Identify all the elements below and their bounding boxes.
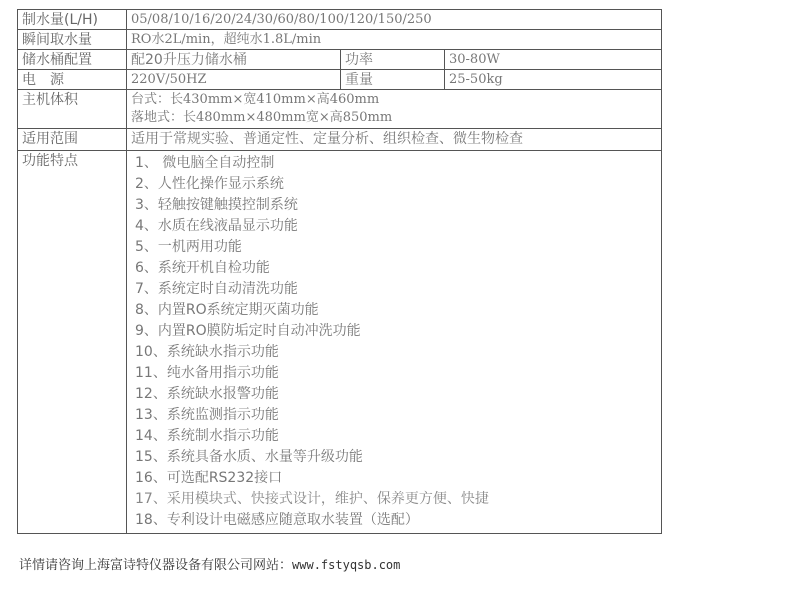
- feature-item: 11、纯水备用指示功能: [135, 365, 279, 381]
- power-value: 30-80W: [445, 50, 662, 70]
- row-flow: [18, 10, 662, 30]
- power-label: 功率: [341, 50, 445, 70]
- feature-item: 18、专利设计电磁感应随意取水装置（选配）: [135, 512, 419, 528]
- feature-item: 3、轻触按键触摸控制系统: [135, 197, 298, 213]
- weight-label: 重量: [341, 70, 445, 90]
- supply-value: 220V/50HZ: [127, 70, 341, 90]
- footer-contact: [19, 556, 400, 575]
- feature-item: 6、系统开机自检功能: [135, 260, 270, 276]
- footer-url[interactable]: www.fstyqsb.com: [292, 558, 401, 572]
- instant-value: RO水2L/min，超纯水1.8L/min: [127, 30, 662, 50]
- row-tank: [18, 50, 662, 70]
- feature-item: 17、采用模块式、快接式设计，维护、保养更方便、快捷: [135, 491, 489, 507]
- row-supply: [18, 70, 662, 90]
- supply-label: 电 源: [18, 70, 127, 90]
- feature-item: 4、水质在线液晶显示功能: [135, 218, 298, 234]
- feature-item: 14、系统制水指示功能: [135, 428, 279, 444]
- flow-value: 05/08/10/16/20/24/30/60/80/100/120/150/250: [127, 10, 662, 30]
- feature-item: 8、内置RO系统定期灭菌功能: [135, 302, 319, 318]
- volume-value: [127, 90, 662, 129]
- feature-item: 2、人性化操作显示系统: [135, 176, 284, 192]
- feature-item: 1、 微电脑全自动控制: [135, 155, 275, 171]
- volume-floor: 落地式：长480mm×480mm宽×高850mm: [131, 110, 393, 125]
- instant-label: 瞬间取水量: [18, 30, 127, 50]
- footer-text: 详情请咨询上海富诗特仪器设备有限公司网站：: [19, 558, 293, 573]
- feature-item: 9、内置RO膜防垢定时自动冲洗功能: [135, 323, 361, 339]
- feature-item: 5、一机两用功能: [135, 239, 242, 255]
- scope-value: 适用于常规实验、普通定性、定量分析、组织检查、微生物检查: [127, 129, 662, 151]
- feature-item: 16、可选配RS232接口: [135, 470, 283, 486]
- scope-label: 适用范围: [18, 129, 127, 151]
- volume-desktop: 台式：长430mm×宽410mm×高460mm: [131, 92, 380, 107]
- volume-label: 主机体积: [18, 90, 127, 129]
- spec-table: [17, 9, 662, 534]
- feature-item: 15、系统具备水质、水量等升级功能: [135, 449, 363, 465]
- row-instant: [18, 30, 662, 50]
- row-volume: [18, 90, 662, 129]
- feature-item: 13、系统监测指示功能: [135, 407, 279, 423]
- feature-item: 12、系统缺水报警功能: [135, 386, 279, 402]
- features-label: 功能特点: [18, 151, 127, 534]
- row-scope: [18, 129, 662, 151]
- tank-value: 配20升压力储水桶: [127, 50, 341, 70]
- row-features: [18, 151, 662, 534]
- features-list: [127, 151, 662, 534]
- feature-item: 10、系统缺水指示功能: [135, 344, 279, 360]
- weight-value: 25-50kg: [445, 70, 662, 90]
- feature-item: 7、系统定时自动清洗功能: [135, 281, 298, 297]
- tank-label: 储水桶配置: [18, 50, 127, 70]
- flow-label: 制水量(L/H): [18, 10, 127, 30]
